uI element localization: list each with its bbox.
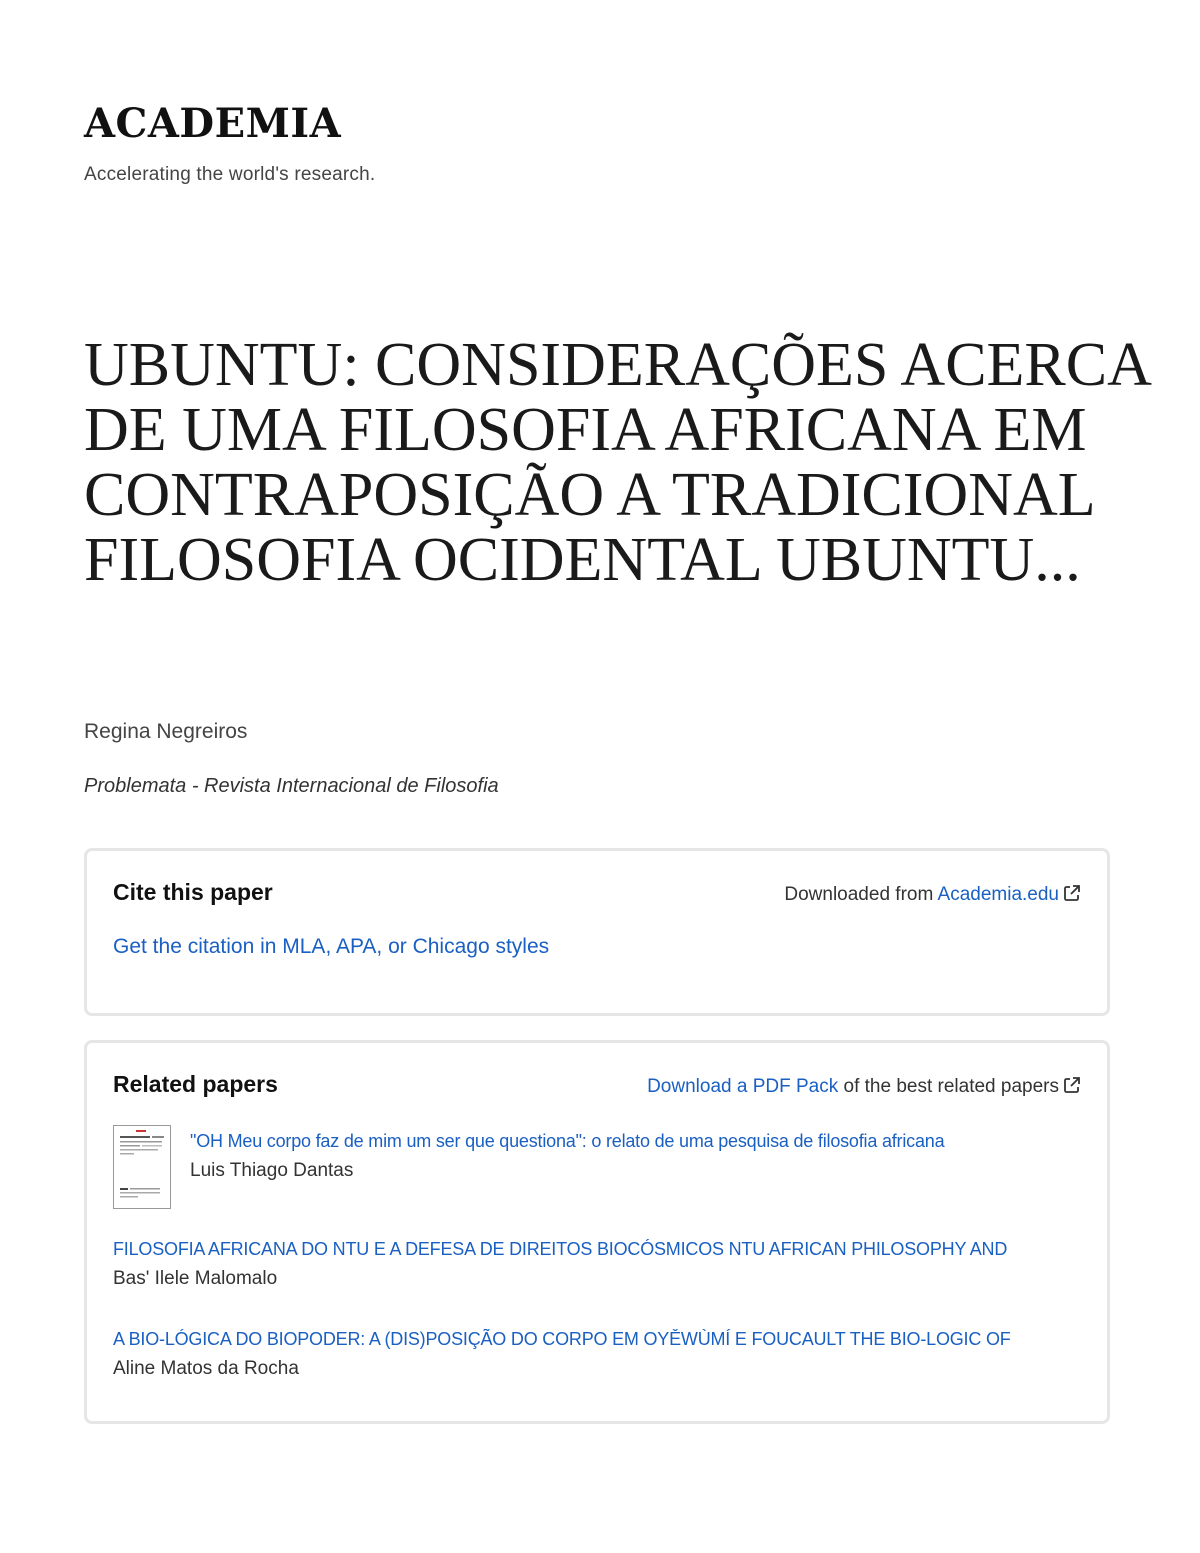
- related-paper-author: Aline Matos da Rocha: [113, 1358, 299, 1379]
- pdf-pack-suffix: of the best related papers: [838, 1076, 1059, 1097]
- related-paper-item: [190, 1131, 1083, 1182]
- tagline: Accelerating the world's research.: [84, 164, 376, 185]
- related-paper-item: [113, 1239, 1083, 1290]
- related-paper-author: Bas' Ilele Malomalo: [113, 1268, 278, 1289]
- external-link-icon[interactable]: [1063, 1076, 1081, 1094]
- external-link-icon[interactable]: [1063, 884, 1081, 902]
- downloaded-prefix: Downloaded from: [784, 884, 938, 905]
- academia-edu-link[interactable]: Academia.edu: [937, 884, 1059, 905]
- related-heading: Related papers: [113, 1071, 278, 1097]
- cite-card: [84, 848, 1110, 1016]
- downloaded-from: [784, 884, 1081, 906]
- related-paper-title[interactable]: FILOSOFIA AFRICANA DO NTU E A DEFESA DE DIREITOS BIOCÓSMICOS NTU AFRICAN PHILOSOPHY AND: [113, 1239, 1008, 1259]
- related-paper-title[interactable]: "OH Meu corpo faz de mim um ser que questiona": o relato de uma pesquisa de filosofia africana: [190, 1131, 945, 1151]
- related-papers-card: [84, 1040, 1110, 1424]
- paper-author: Regina Negreiros: [84, 720, 248, 743]
- paper-journal: Problemata - Revista Internacional de Filosofia: [84, 775, 499, 797]
- pdf-pack: [647, 1076, 1081, 1098]
- cite-heading: Cite this paper: [113, 879, 273, 905]
- download-pdf-pack-link[interactable]: Download a PDF Pack: [647, 1076, 839, 1097]
- paper-thumbnail[interactable]: [113, 1125, 171, 1209]
- paper-title: UBUNTU: CONSIDERAÇÕES ACERCA DE UMA FILOSOFIA AFRICANA EM CONTRAPOSIÇÃO A TRADICIONAL FILOSOFIA OCIDENTAL UBUNTU...: [84, 331, 1149, 594]
- related-paper-item: [113, 1329, 1083, 1380]
- academia-logo[interactable]: ACADEMIA: [84, 100, 342, 147]
- related-paper-title[interactable]: A BIO-LÓGICA DO BIOPODER: A (DIS)POSIÇÃO DO CORPO EM OYĚWÙMÍ E FOUCAULT THE BIO-LOGIC OF: [113, 1329, 1011, 1349]
- document-thumbnail-icon: [114, 1126, 169, 1207]
- get-citation-link[interactable]: Get the citation in MLA, APA, or Chicago styles: [113, 935, 550, 958]
- related-paper-author: Luis Thiago Dantas: [190, 1160, 354, 1181]
